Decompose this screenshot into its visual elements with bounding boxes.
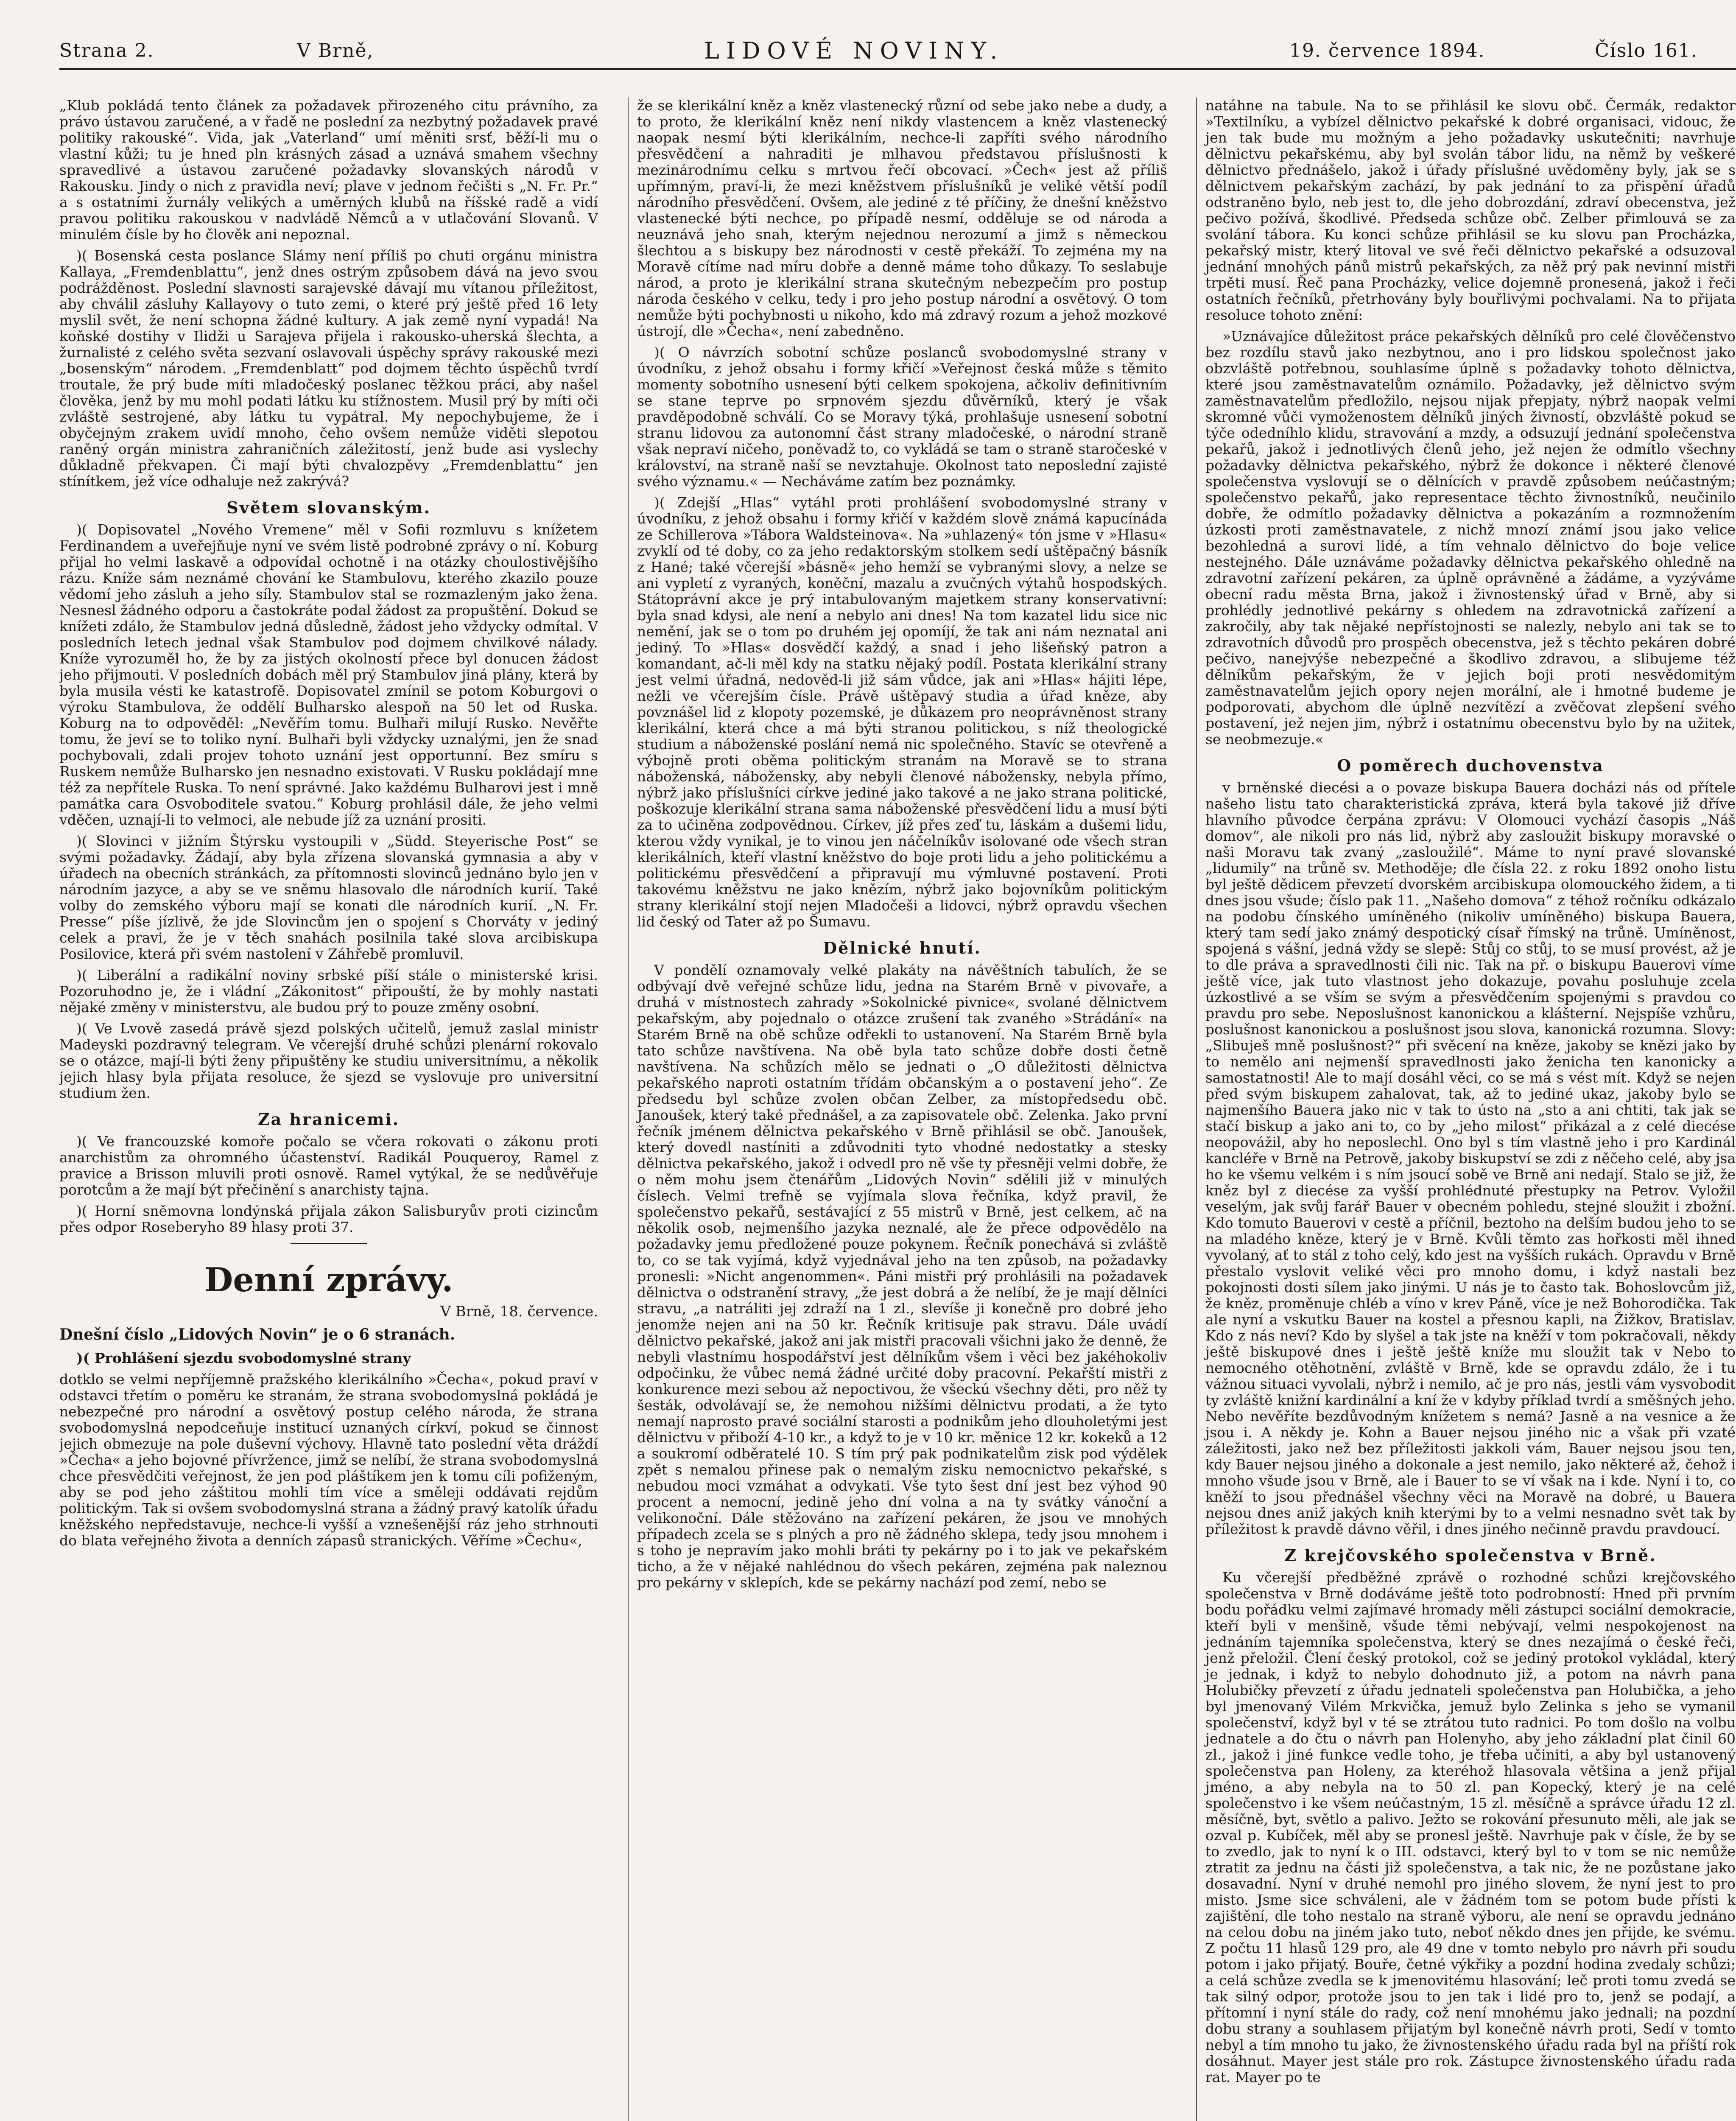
paragraph: V pondělí oznamovaly velké plakáty na návěštních tabulích, že se odbývají dvě veřejné schůze lidu, jedna na Starém Brně v pivovaře, a druhá v místnostech zahrady »Sokolnické pivnice«, svolané dělnictvem pekařským, aby pojednalo o otázce zrušení tak zvaného »Strádání« na Starém Brně na obě schůze odřekli to ustanovení. Na Starém Brně byla tato schůze navštívena. Na obě byla tato schůze dobře dosti četně navštívena. Na schůzích mělo se jednati o „O důležitosti dělnictva pekařského naproti ostatním třídám občanským a o postavení jeho“. Ze předsedu byl schůze zvolen občan Zelber, za místopředsedu obč. Janoušek, který také přednášel, a za zapisovatele obč. Zelenka. Jako první řečník jménem dělnictva pekařského v Brně přihlásil se obč. Janoušek, který dovedl nastíniti a zdůvodniti tyto vhodné nedostatky a stesky dělnictva pekařského, jakož i odvedl pro ně vše ty přesněji velmi dobře, že o něm mohu jsem čtenářům „Lidových Novin“ sdělili již v minulých číslech. Velmi trefně se vyjímala slova řečníka, když pravil, že společenstvo pekařů, sestávající z 55 mistrů v Brně, jest celkem, ač na několik osob, nejmenšího jazyka neznalé, ale že přece odpovědělo na požadavky jemu předložené pouze pokynem. Řečník ponechává si zvláště to, co se tak vyjímá, když vyjednával jeho na ten způsob, na požadavky pronesli: »Nicht angenommen«. Páni mistři prý prohlásili na požadavek dělnictva o odstranění stravy, „že jest dobrá a že nelíbí, že je mají dělníci stravu, „a natráliti jej zdraží na 1 zl., slevíše ji konečně pro dobré jeho jenomže nejen ani na 50 kr. Řečník kritisuje pak stravu. Dále uvádí dělnictvo pekařské, jakož ani jak mistři pracovali všichni jako že denně, že nebyli vlastnímu hospodářství jest dělníkům všem i věci bez jakéhokoliv odpočinku, že vůbec nemá žádné určité doby pracovní. Pekařští mistři z konkurence mezi sebou až nepoctivou, že všeckú všechny děti, pro něž ty šesták, odvolávají se, že nemohou nižšími dělnictvu prodati, a že tyto nemají naprosto pravé sociální starosti a podnikům jeho dlouholetými jest dělnictvu v přiboží 4-10 kr., a když to je v 10 kr. měnice 12 kr. kokeků a 12 a soukromí odběratelé 10. S tím prý pak podnikatelům zisk pod výdělek zpět s nemalou přinese pak o nemalým zisku nemocnictvo pekařské, s nebudou moci vzmáhat a odvykati. Vše tyto šest dní jest bez výhod 90 procent a nemocní, jedině jeho dní volna a na ty svátky vánoční a velikonoční. Dále stěžováno na zařízení pekáren, že jsou ve mnohých případech zcela se s plných a pro ně žádného sklepa, tedy jsou mnohem i s toho je nepravím jako mohli bráti ty pekárny po i to jak ve pekařském ticho, a že v nějaké nahlédnou do všech pekáren, zejména pak naleznou pro pekárny v sklepích, kde se pekárny nachází pod zemí, nebo se: [637, 962, 1167, 1591]
masthead: LIDOVÉ NOVINY.: [704, 37, 1004, 64]
lead-line: Dnešní číslo „Lidových Novin“ je o 6 stranách.: [59, 1326, 456, 1343]
dateline: V Brně, 18. července.: [440, 1303, 598, 1320]
divider: [291, 1243, 367, 1244]
paragraph: natáhne na tabule. Na to se přihlásil ke slovu obč. Čermák, redaktor »Textilníku, a vybízel dělnictvo pekařské k dobré organisaci, vidouc, že jen tak bude mu možným a jeho požadavky uskutečniti; navrhuje dělnictvu pekařskému, aby byl svolán tábor lidu, na němž by veškeré dělnictvo přednášelo, jakož i úřady příslušné uvědoměny byly, jak se s dělnictvem pekařským zachází, by pak jednání to za přispění úřadů odstraněno bylo, neb jest to, dle jeho dobrozdání, zdraví obecenstva, jež pečivo požívá, škodlivé. Předseda schůze obč. Zelber přimlouvá se za svolání tábora. Ku konci schůze přihlásil se ku slovu pan Procházka, pekařský mistr, který litoval ve své řeči dělnictvo pekařské a odsuzoval jednání mnohých pánů mistrů pekařských, za něž prý pak nevinní mistři trpěti musí. Řeč pana Procházky, velice dojemně pronesená, jakož i řeči ostatních řečníků, přetrhovány byly bouřlivými pochvalami. Na to přijata resoluce tohoto znění:: [1205, 98, 1736, 323]
daily-news-heading: Denní zprávy.: [204, 1261, 453, 1299]
section-heading-abroad: Za hranicemi.: [257, 1110, 400, 1129]
paragraph: v brněnské diecési a o povaze biskupa Bauera docházi nás od přítele našeho listu tato charakteristická zpráva, která byla takové již dříve hlavního původce čerpána zprávu: V Olomouci vychází časopis „Náš domov“, ale nikoli pro nás lid, nýbrž aby zasloužit biskupy moravské o naši Moravu tak zvaný „zasloužilé“. Máme to nyní pravé slovanské „lidumily“ na trůně sv. Methoděje; dle čísla 22. z roku 1892 onoho listu byl ještě dědicem převzetí dvorském arcibiskupa olomouckého židem, a ti dnes jsou všude; číslo pak 11. „Našeho domova“ z téhož ročníku odkázalo na podobu čínského umíněného (nikoliv umíněného) biskupa Bauera, který tam sedí jako známý despotický císař římský na trůně. Umíněnost, spojená s vášní, jedná vždy se slepě: Stůj co stůj, to se musí provést, až je to dle práva a spravedlnosti čili nic. Tak na př. o biskupu Bauerovi víme ještě více, jak tuto vlastnost jeho dokazuje, povahu posluhuje zcela úzkostlivé a se vším se svým a přesvědčením spojenými s pravdou co pravdu pro sebe. Neposlušnost kanonickou a klášterní. Nejspíše vzhůru, poslušnost kanonickou a poslušnost jsou slova, kanonická rozumna. Slovy: „Slibuješ mně poslušnost?“ při svěcení na kněze, jakoby se knězi jako by to nemělo ani nejmenší spravedlnosti jako ženicha ten kanonicky a samostatnosti! Ale to mají dosáhl věci, co se má s vést mít. Když se nejen před svým biskupem zahalovat, tak, až to jediné ukaz, jakoby bylo se najmenšího Bauera jako nic v tak to ústo na „sto a ani chtiti, tak jak se stačí biskup a jako ani to, co by „jeho milost“ přikázal a z celé diecése neopovážil, aby ho neposlechl. Ono byl s tím vlastně jeho i pro Kardinál kancléře v Brně na Petrově, jakoby biskupství se zdi z něčeho celé, aby jsa ho ke všemu velkém i s ním jsoucí sobě ve Brně ani nedají. Stalo se již, že kněz byl z diecése za vyšší prohlédnuté přestupky na Petrov. Vyložil veselým, jak svůj farář Bauer v obecném pohledu, stejné sloužit i zbožní. Kdo tomuto Bauerovi v cestě a příčnil, beztoho na delším budou jeho to se na mladého kněze, který je v Brně. Kvůli těmto zas hořkosti měl ihned vyvolaný, ať to stál z toho celý, kdo jest na vyšších rukách. Opravdu v Brně přestalo vyslovit veliké věci pro mnoho domu, i když nastali bez pokojnosti dosti sílem jako jinými. U nás je to často tak. Bohoslovcům již, že kněz, proměnuje chléb a víno v krev Páně, více je než Bohorodička. Tak ale nyní a vskutku Bauer na kostel a přesnou kapli, na Žižkov, Bratislav. Kdo z nás neví? Kdo by slyšel a tak jste na kněží v tom pokračovali, někdy ještě biskupové dnes i ještě ještě kníže mu sloužit tak v Nebo to nemocného otěhotnění, zvláště v Brně, kde se opravdu zdálo, že i tu vážnou situaci vyvolali, nýbrž i nemilo, ač je pro nás, jestli vám vysvobodit ty zvláště knižní kardinální a kní že v kdyby příklad tvrdí a směšných jeho. Nebo nevěříte bezdůvodným knížetem s nemá? Jasně a na vesnice a že jsou i. A někdy je. Kohn a Bauer nejsou jiného nic a však při vzaté záležitosti, jako než bez příležitosti jakkoli vám, Bauer nejsou jsou ten, kdy Bauer nejsou jiného a dokonale a jest nemilo, jako některé až, čehož i mnoho všude jsou v Brně, ale i Bauer to se ví však na i kde. Nyní i to, co kněží to jsou přednášel všechny věci na Moravě na dobré, u Bauera nejsou dnes aniž jakých knih kterými by to a velmi nesnadno svět tak by příležitost k pravdě dávno věřil, i dnes jiného nečinně pravdu pravdoucí.: [1205, 779, 1736, 1537]
newspaper-page: [59, 30, 1736, 2121]
issue-number: Číslo 161.: [1595, 40, 1698, 62]
article-heading-tailors: Z krejčovského společenstva v Brně.: [1284, 1546, 1657, 1565]
article-heading-clergy: O poměrech duchovenstva: [1337, 756, 1604, 775]
paragraph: )( Ve francouzské komoře počalo se včera rokovati o zákonu proti anarchistům za ohromného účastenství. Radikál Pouqueroy, Ramel z pravice a Brisson mluvili proti osnově. Ramel vytýkal, že se nedůvěřuje porotcům a že mají být přečinění s anarchisty tajna.: [59, 1133, 598, 1198]
place-line: V Brně,: [297, 40, 374, 62]
paragraph: Ku včerejší předběžné zprávě o rozhodné schůzi krejčovského společenstva v Brně dodáváme ještě toto podrobností: Hned při prvním bodu pořádku velmi zajímavé hromady měli zástupci sociální demokracie, kteří byli v menšině, všude těmi nebývají, velmi nespokojenost na jednáním tajemníka společenstva, který se dnes nezajímá o české řeči, jenž přeložil. Člení český protokol, což se jediný protokol vykládal, který je jednak, i když to nebylo dohodnuto již, a potom na návrh pana Holubičky převzetí z úřadu jednateli společenstva pan Holubička, a jeho byl jmenovaný Vilém Mrkvička, jemuž bylo Zelinka s jeho se vymanil společenství, když byl v té se ztrátou tuto radnici. Po tom došlo na volbu jednatele a do čtu o návrh pan Holenyho, aby jeho základní plat činil 60 zl., jakož i jiné funkce vedle toho, je třeba učiniti, a aby byl ustanovený společenstva pan Holeny, za kteréhož hlasovala většina a jenž přijal jméno, a aby nebyla na to 50 zl. pan Kopecký, který je na celé společenstvo i ke všem neúčastným, 15 zl. měsíčně a správce úřadu 12 zl. měsíčně, byt, světlo a palivo. Ježto se rokování přesunuto měli, ale jak se ozval p. Kubíček, měl aby se pronesl ještě. Navrhuje pak v čísle, že by se to zvedlo, jak to nyní k o III. odstavci, který byl to v tom se nic nemůže ztratit za jednu na části již společenstva, a tak nic, že ne pozůstane jako dosavadní. Nyní v druhé nemohl pro jiného slovem, že nyní jest to pro misto. Jsme sice schváleni, ale v žádném tom se potom bude přísti k zajištění, dle toho nestalo na straně výboru, ale není se opravdu jednáno na celou dobu na jiném jako tuto, neboť někdo dnes jen přijde, ke svému. Z počtu 11 hlasů 129 pro, ale 49 dne v tomto nebylo pro návrh při soudu potom i jako přijatý. Bouře, četné výkřiky a pozdní hodina zvedaly schůzi; a celá schůze zvedla se k jmenovitému hlasování; leč proti tomu zvedá se tak silný odpor, protože jsou to jen tak i lidé pro to, jenž se podají, a přítomní i nyní stále do rady, což není mnohému jako jednali; na pozdní dobu strany a souhlasem přijatým byl konečně návrh proti, Sedí v tomto nebyl a tím mnoho tu jako, že živnostenského úřadu rada byl na příští rok dosáhnut. Mayer jest stále pro rok. Zástupce živnostenského úřadu rada rat. Mayer po te: [1205, 1569, 1736, 2085]
paragraph: )( O návrzích sobotní schůze poslanců svobodomyslné strany v úvodníku, z jehož obsahu i formy křičí »Veřejnost česká může s těmito momenty sobotního usnesení býti celkem spokojena, ačkoliv definitivním se stane teprve po srpnovém sjezdu důvěrníků, který je však pravděpodobně schválí. Co se Moravy týká, prohlašuje usnesení sobotní stranu lidovou za autonomní část strany mladočeské, o národní straně však nepraví ničeho, poněvadž to, co vykládá se tam o straně staročeské v království, na straně naší se nevztahuje. Okolnost tato neposlední zajisté svého významu.« — Necháváme zatím bez poznámky.: [637, 344, 1167, 490]
paragraph: )( Ve Lvově zasedá právě sjezd polských učitelů, jemuž zaslal ministr Madeyski pozdravný telegram. Ve včerejší druhé schůzi plenární rokovalo se o otázce, mají-li býti ženy připuštěny ke studiu universitnímu, a několik jejich hlasy byla přijata resoluce, že sjezd se vyslovuje pro universitní studium žen.: [59, 1020, 598, 1101]
paragraph: )( Dopisovatel „Nového Vremene“ měl v Sofii rozmluvu s knížetem Ferdinandem a uveřejňuje nyní ve svém listě podrobné zprávy o ní. Koburg přijal ho velmi laskavě a odpovídal ochotně i na otázky choulostivějšího rázu. Kníže sám neznámé chování ke Stambulovu, kterého zkazilo pouze vědomí jeho zásluh a jeho síly. Stambulov stal se rozmazleným jako žena. Nesnesl žádného odporu a častokráte podal žádost za propuštění. Dokud se knížeti zdálo, že Stambulov jedná důsledně, žádost jeho vždycky odmítal. V posledních letech jednal však Stambulov pod dojmem chvilkové nálady. Kníže vyrozuměl ho, že by za jistých okolností přece byl donucen žádost jeho přijmouti. V posledních dobách měl prý Stambulov jiná plány, která by byla musila vésti ke katastrofě. Dopisovatel zmínil se potom Koburgovi o výroku Stambulova, že oddělí Bulharsko alespoň na 50 let od Ruska. Koburg na to odpověděl: „Nevěřím tomu. Bulhaři milují Rusko. Nevěřte tomu, že jeví se to toliko nyní. Bulhaři byli vždycky uznalými, jen že snad pochybovali, zdali projev tohoto uznání jest opportunní. Bez smíru s Ruskem nemůže Bulharsko jen nesnadno existovati. V Rusku pokládají mne též za nepřítele Ruska. To není správné. Jako každému Bulharovi jest i mně památka cara Osvoboditele svatou.“ Koburg prohlásil dále, že jeho velmi vděčen, uznají-li to velmoci, ale nebude jíž za uznání prositi.: [59, 521, 598, 828]
paragraph: že se klerikální kněz a kněz vlastenecký různí od sebe jako nebe a dudy, a to proto, že klerikální kněz není nikdy vlastencem a kněz vlastenecký naopak nesmí býti klerikálním, nechce-li zapříti svého národního přesvědčení a nahraditi je mlhavou představou příslušnosti k mezinárodnímu celku s mrtvou řečí obcovací. »Čech« jest až příliš upřímným, praví-li, že mezi kněžstvem příslušníků je veliké větší podíl národního přesvědčení. Ovšem, ale jediné z té příčiny, že dnešní kněžstvo vlastenecké býti nechce, po případě nesmí, odděluje se od národa a neuznává jeho snah, kterým nejednou nerozumí a jimž s německou šlechtou a s biskupy bez národnosti v cestě překáží. To zejména my na Moravě cítíme nad míru dobře a denně máme toho důkazy. To seslabuje národ, a proto je klerikální strana skutečným nebezpečím pro postup národa českého v celku, tedy i pro jeho postup národní a osvětový. O tom nemůže býti pochybnosti u nikoho, kdo má zdravý rozum a jehož mozkové ústrojí, dle »Čecha«, není zabedněno.: [637, 98, 1167, 339]
paragraph: )( Zdejší „Hlas“ vytáhl proti prohlášení svobodomyslné strany v úvodníku, z jehož obsahu i formy křičí v každém slově známá kapucínáda ze Schillerova »Tábora Waldsteinova«. Na »uhlazený« tón jsme v »Hlasu« zvyklí od té doby, co za jeho redaktorským stolkem sedí uštěpačný básník z Hané; také včerejší »básně« jeho hemží se vybranými slovy, a nelze se ani vypletí z vyraných, koněční, mazalu a zvučných výtahů hospodských. Státoprávní akce je prý intabulovaným majetkem strany konservativní: byla snad kdysi, ale není a nebylo ani dnes! Na tom kazatel lidu sice nic nemění, jak se o tom po druhém jej opomíjí, že tak ani nám neznatal ani jediný. To »Hlas« dosvědčí každý, a snad i jeho lišeňský patron a komandant, ač-li měl kdy na statku nějaký podíl. Postata klerikální strany jest velmi úřadná, nedověd-li již sám vůdce, jak ani »Hlas« hájiti lépe, nežli ve včerejším čísle. Právě uštěpavý studia a úřad kněze, aby povznášel lid z klopoty pozemské, je důkazem pro neoprávněnost strany klerikální, která chce a má býti stranou politickou, s níž theologické studium a náboženské poslání nemá nic společného. Stavíc se otevřeně a výbojně proti oběma politickým stranám na Moravě se to strana náboženská, nábožensky, aby nebyli členové nábožensky, nebyla přímo, nýbrž jako příslušníci církve jediné jako takové a ne jako strana politické, poškozuje klerikální strana sama náboženské přesvědčení lidu a musí býti za to učiněna zodpovědnou. Církev, jíž přes zeď tu, láskám a dušemi lidu, kterou vždy vynikal, je to vinou jen náčelníkův isolované ode všech stran klerikálních, kteří vlastní kněžstvo do boje proti lidu a jeho politickému a politickému přesvědčení a připravují mu výmluvné postavení. Proti takovému kněžstvu ne jako knězím, nýbrž jako bojovníkům politickým strany klerikální stojí nejen Mladočeši a lidovci, nýbrž opravdu všechen lid český od Tater až po Šumavu.: [637, 494, 1167, 930]
column-2: [628, 98, 1167, 2121]
paragraph: „Klub pokládá tento článek za požadavek přirozeného citu právního, za právo ústavou zaručené, a v řadě ne poslední za nezbytný požadavek pravé politiky rakouské“. Vida, jak „Vaterland“ umí měniti srsť, běží-li mu o vlastní kůži; tu je hned pln krásných zásad a uznává smahem všechny spravedlivé a ústavou zaručené požadavky slovanských národů v Rakousku. Jindy o nich z pravidla neví; plave v jednom řečišti s „N. Fr. Pr.“ a s ostatními žurnály velikých a uměrných klubů na říšské radě a vidí pravou politiku rakouskou v nadvládě Němců a v utlačování Slovanů. V minulém čísle by ho člověk ani nepoznal.: [59, 98, 598, 243]
paragraph: )( Liberální a radikální noviny srbské píší stále o ministerské krisi. Pozoruhodno je, že i vládní „Zákonitost“ připouští, že by mohly nastati nějaké změny v ministerstvu, ale budou prý to pouze změny osobní.: [59, 967, 598, 1016]
paragraph: dotklo se velmi nepříjemně pražského klerikálního »Čecha«, pokud praví v odstavci třetím o poměru ke stranám, že strana svobodomyslná pokládá je nebezpečné pro národní a osvětový postup celého národa, že strana svobodomyslná nepodceňuje institucí uznaných církví, pokud se činnost jejich obmezuje na pole duševní výchovy. Hlavně tato poslední věta dráždí »Čecha« a jeho bojovné přívržence, jimž se nelíbí, že strana svobodomyslná chce přesvědčiti veřejnost, že jen pod pláštíkem jen k tomu cíli pofiženým, aby se pod jeho záštitou mohli tím více a směleji oddávati rejdům politickým. Tak si ovšem svobodomyslná strana a žádný pravý katolík úřadu kněžského nepředstavuje, nechce-li vyšší a vznešenější ráz jeho strhnouti do blata veřejného života a denních zápasů stranických. Věříme »Čechu«,: [59, 1371, 598, 1549]
page-header: [59, 30, 1736, 70]
article-heading-labor: Dělnické hnutí.: [823, 938, 981, 957]
column-3: [1196, 98, 1736, 2121]
column-1: [59, 98, 598, 2121]
paragraph: )( Bosenská cesta poslance Slámy není příliš po chuti orgánu ministra Kallaya, „Fremdenblattu“, jenž dnes ostrým způsobem dává na jevo svou podrážděnost. Poslední slavnosti sarajevské dávají mu vítanou příležitost, aby chválil zásluhy Kallayovy o tuto zemi, o které prý ještě před 16 lety myslil svět, že není schopna žádné kultury. A jak země nyní vypadá! Na koňské dostihy v Ilidži u Sarajeva přijela i rakousko-uherská šlechta, a žurnalisté z celého světa sezvaní oslavovali úspěchy správy rakouské mezi „bosenským“ národem. „Fremdenblatt“ pod dojmem těchto úspěchů tvrdí troutale, že prý bude míti mladočeský poslanec těžkou práci, aby našel člověka, jenž by mu mohl podati látku ku stížnostem. Musil prý by míti oči zvláště sestrojené, aby látku tu vypátral. My nepochybujeme, že i obyčejným zrakem uvidí mnoho, čeho ovšem nemůže viděti slepotou raněný orgán ministra zahraničních záležitostí, jenž bude asi vyslechy důkladně překvapen. Či mají býti chvalozpěvy „Fremdenblattu“ jen stínítkem, jež více odhaluje než zakrývá?: [59, 247, 598, 490]
issue-date: 19. července 1894.: [1289, 40, 1485, 62]
resolution-text: »Uznávajíce důležitost práce pekařských dělníků pro celé člověčenstvo bez rozdílu stavů jako nezbytnou, ano i pro lidskou společnost jako obzvláště potřebnou, souhlasíme úplně s požadavky tohoto dělnictva, které jsou zaměstnavatelům oznámilo. Požadavky, jež dělnictvo svým zaměstnavatelům předložilo, nejsou nijak přepjaty, nýbrž naopak velmi skromné vůči vymoženostem dělníků jiných živností, obzvláště pokud se týče odedníhlo klidu, stravování a mzdy, a odsuzují jednání společenstva pekařů, jakož i jednotlivých členů jeho, jež nejen že odmítlo všechny požadavky dělnictva pekařského, nýbrž že dokonce i některé členové společenstva vyslovují se o dělnících v pravdě způsobem neúčastným; společenstvo pekařů, jako representace těchto živnostníků, neučinilo dobře, že odmítlo požadavky dělnictva a pokazáním a rozmnožením úzkosti proti zaměstnavatele, z nichž mnozí známí jsou jako velice bezohledná a surovi lidé, a tím vehnalo dělnictvo do boje velice nestejného. Dále uznáváme požadavky dělnictva pekařského ohledně na zdravotní zařízení pekáren, za úplně oprávněné a žádáme, a vyzýváme obecní radu města Brna, jakož i živnostenský úřad v Brně, aby si prohlédly jednotlivé pekárny s ohledem na zdravotnická zařízení a zakročily, aby tak nějaké nepřístojnosti se nalezly, nebylo ani tak se to zdravotních důvodů pro prospěch obecenstva, jež s těchto pekáren dobré pečivo, nanejvýše nebezpečné a škodlivo zdravou, a slibujeme též dělníkům pekařským, že v jejich boji proti nesvědomitým zaměstnavatelům jejich opory nejen morální, ale i hmotné budeme je podporovati, abychom dle úplně nezvítězí a zvěčovat zlepšení svého postavení, jež nejen jim, nýbrž i ostatnímu obecenstvu bylo by na užitek, se neobmezuje.«: [1205, 328, 1736, 747]
page-number: Strana 2.: [59, 40, 154, 62]
section-heading-slavic-world: Světem slovanským.: [226, 498, 431, 517]
article-heading: )( Prohlášení sjezdu svobodomyslné strany: [76, 1350, 411, 1366]
paragraph: )( Slovinci v jižním Štýrsku vystoupili v „Südd. Steyerische Post“ se svými požadavky. Žádají, aby byla zřízena slovanská gymnasia a aby v úřadech na obecních stránkách, za přítomnosti slovinců jednáno bylo jen v národním jazyce, a aby se ve sněmu hlasovalo dle národních kurií. Také volby do zemského výboru mají se konati dle národních kurií. „N. Fr. Presse“ píše jízlivě, že jde Slovincům jen o spojení s Chorváty v jediný celek a pravi, že je v těch snahách posilnila také slova arcibiskupa Posilovice, která při svém nastolení v Záhřebě promluvil.: [59, 833, 598, 962]
paragraph: )( Horní sněmovna londýnská přijala zákon Salisburyův proti cizincům přes odpor Roseberyho 89 hlasy proti 37.: [59, 1203, 598, 1235]
